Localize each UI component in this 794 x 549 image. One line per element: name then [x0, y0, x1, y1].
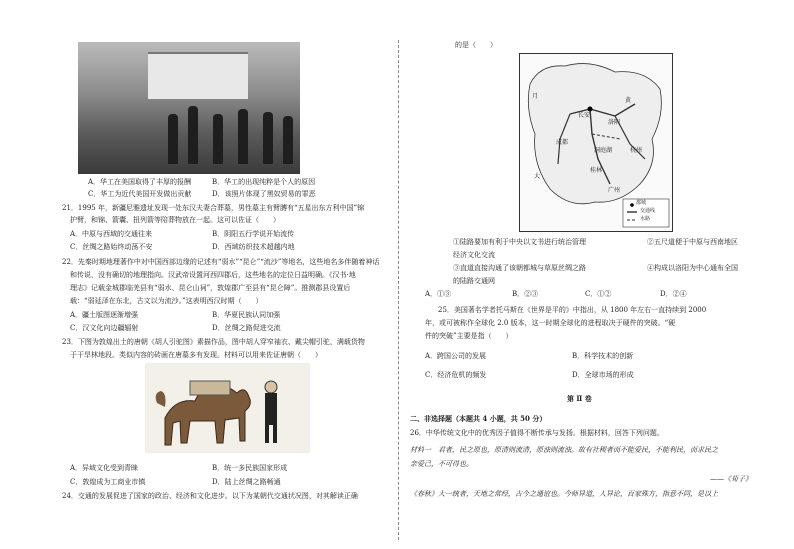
material-one-line: 材料一 君者，民之原也，原清则流清，原浊则流浊。故有社稷者而不能爱民，不能利民，而求民之 [410, 446, 718, 454]
q24-option-d: D．②④ [660, 290, 687, 298]
photo-figure [283, 116, 293, 164]
q25-line: 年，或可被称作全球化 2.0 版本，这一时期全球化的进程取决于硬件的突破。“硬 [425, 319, 676, 327]
photo-figure [263, 112, 273, 164]
q25-line: 25．美国著名学者托马斯在《世界是平的》中指出，从 1800 年左右一直持续到 2000 [438, 306, 707, 314]
q24-option-a: A．①③ [425, 290, 452, 298]
q22-option-d: D．丝绸之路促进交流 [212, 324, 281, 332]
q24-statement-2: ②五尺道便于中原与西南地区 [647, 238, 738, 246]
q25-option-d: D．全球市场的形成 [572, 371, 634, 379]
q25-option-b: B．科学技术的创新 [572, 352, 634, 360]
q20-option-a: A．华工在美国取得了丰厚的报酬 [88, 178, 192, 186]
q21-line: 护臂，和锦、箭囊、扭列箭等陪葬物放在一起。这可以佐证（ ） [70, 216, 280, 224]
q21-option-b: B．阴阳五行学说开始流传 [212, 230, 295, 238]
map-label: 洛阳 [608, 119, 621, 126]
q23-line: 于干旱林地段。类似内容的砖画在唐墓多有发现。材料可以用来佐证唐朝（ ） [70, 351, 322, 359]
q23-option-a: A．异域文化受到青睐 [70, 464, 139, 472]
photo-figure [168, 114, 178, 164]
map-label: 大 [534, 173, 541, 180]
q24-option-c: C．①② [585, 290, 612, 298]
legend-route: 交通线 [640, 208, 656, 214]
material-two-line: 《春秋》大一统者，天地之常经，古今之通谊也。今师异道，人异论，百家殊方，指意不同，是以上 [410, 490, 718, 498]
q22-option-c: C．汉文化向边疆辐射 [70, 324, 139, 332]
map-label: 黄 [625, 97, 632, 104]
material-one-line: 亲爱己，不可得也。 [410, 460, 473, 468]
q24-statement-1-cont: 经济文化交流 [453, 251, 495, 259]
q22-option-b: B．华夏民族认同加强 [212, 311, 281, 319]
q21-option-a: A．中原与西域的交通往来 [70, 230, 153, 238]
q24-tail: 的是（ ） [455, 41, 497, 49]
map-label: 月 [532, 93, 539, 100]
section-title: 第 Ⅱ 卷 [567, 394, 592, 403]
q26-stem: 26．中华传统文化中的优秀因子值得不断传承与发扬。根据材料，回答下列问题。 [410, 429, 664, 437]
camel-drawing-image [145, 363, 310, 453]
map-label: 长安 [578, 112, 591, 119]
material-one-source: ——《荀子》 [710, 475, 752, 483]
q21-line: 21．1995 年，新疆尼雅遗址发现一处东汉夫妻合葬墓，男性墓主有臂膊有“五星出东方利中国”锦 [62, 204, 365, 212]
q24-option-b: B．②③ [512, 290, 539, 298]
q20-option-d: D．该照片体现了黑奴贸易的罪恶 [212, 190, 316, 198]
q24-statement-4-cont: 的陆路交通网 [453, 277, 495, 285]
map-svg [520, 54, 672, 231]
q20-option-b: B．华工的出现纯粹是个人的原因 [212, 178, 316, 186]
q22-line: 和传说，没有确切的地理指向。汉武帝设置河西四郡后，这些地名的定位日益明确。《汉书·地 [70, 271, 356, 279]
q22-line: 载：“弱延泽在东北，古文以为流沙。”这表明西汉时期（ ） [70, 297, 263, 305]
map-label: 成都 [556, 139, 569, 146]
q23-option-b: B．统一多民族国家形成 [212, 464, 288, 472]
dynasty-transport-map [519, 53, 673, 232]
q24-statement-4: ④构成以洛阳为中心通布全国 [647, 264, 738, 272]
q21-option-c: C．丝绸之路始终动荡不安 [70, 243, 153, 251]
q24-statement-3: ③直道直接沟通了该朝都城与草原丝绸之路 [453, 264, 586, 272]
q25-option-c: C．经济危机的频发 [425, 371, 487, 379]
legend-waterway: 水路 [640, 216, 651, 222]
q24-line: 24．交通的发展促进了国家的政治、经济和文化进步。以下为某朝代交通状况图，对其解读正确 [62, 492, 358, 500]
q22-line: 22．先秦时期地理著作中对中国西部边缘的记述有“弱水”“昆仑”“流沙”等地名，这些地名多伴随着神话 [62, 258, 380, 266]
historical-photo-chinese-laborers [78, 42, 300, 174]
photo-figure [238, 109, 248, 164]
q23-option-c: C．敦煌成为工商业市镇 [70, 478, 146, 486]
q24-statement-1: ①陆路要加有利于中央以文书进行统治管理 [453, 238, 586, 246]
q20-option-c: C．华工为近代美国开发做出贡献 [88, 190, 192, 198]
column-divider [398, 40, 399, 540]
map-label: 桂林 [590, 167, 603, 174]
legend-capital: 都城 [636, 200, 647, 206]
camel-svg [145, 363, 310, 453]
q23-option-d: D．陆上丝绸之路畅通 [212, 478, 281, 486]
q22-option-a: A．疆土版图逐渐增强 [70, 311, 139, 319]
q25-line: 件的突破”主要是指（ ） [425, 332, 513, 340]
q21-option-d: D．西域纺织技术超越内地 [212, 243, 295, 251]
q22-line: 理志》记载金城郡临羌县有“弱水、昆仑山祠”，敦煌郡广至县有“昆仑障”。推测郡县设置后 [70, 284, 351, 292]
map-label: 广州 [608, 187, 621, 194]
map-label: 洞庭湖 [594, 147, 613, 154]
q25-option-a: A．跨国公司的发展 [425, 352, 487, 360]
photo-figure [213, 114, 223, 164]
map-label: 杭州 [630, 147, 643, 154]
photo-figure [188, 106, 198, 164]
part-two-heading: 二、非选择题（本题共 4 小题，共 50 分） [410, 414, 547, 423]
photo-building [148, 52, 248, 99]
q23-line: 23．下图为敦煌出土的唐朝《胡人引驼图》素描作品，图中胡人穿窄袖衣、戴尖帽引驼，满载货物 [62, 338, 365, 346]
